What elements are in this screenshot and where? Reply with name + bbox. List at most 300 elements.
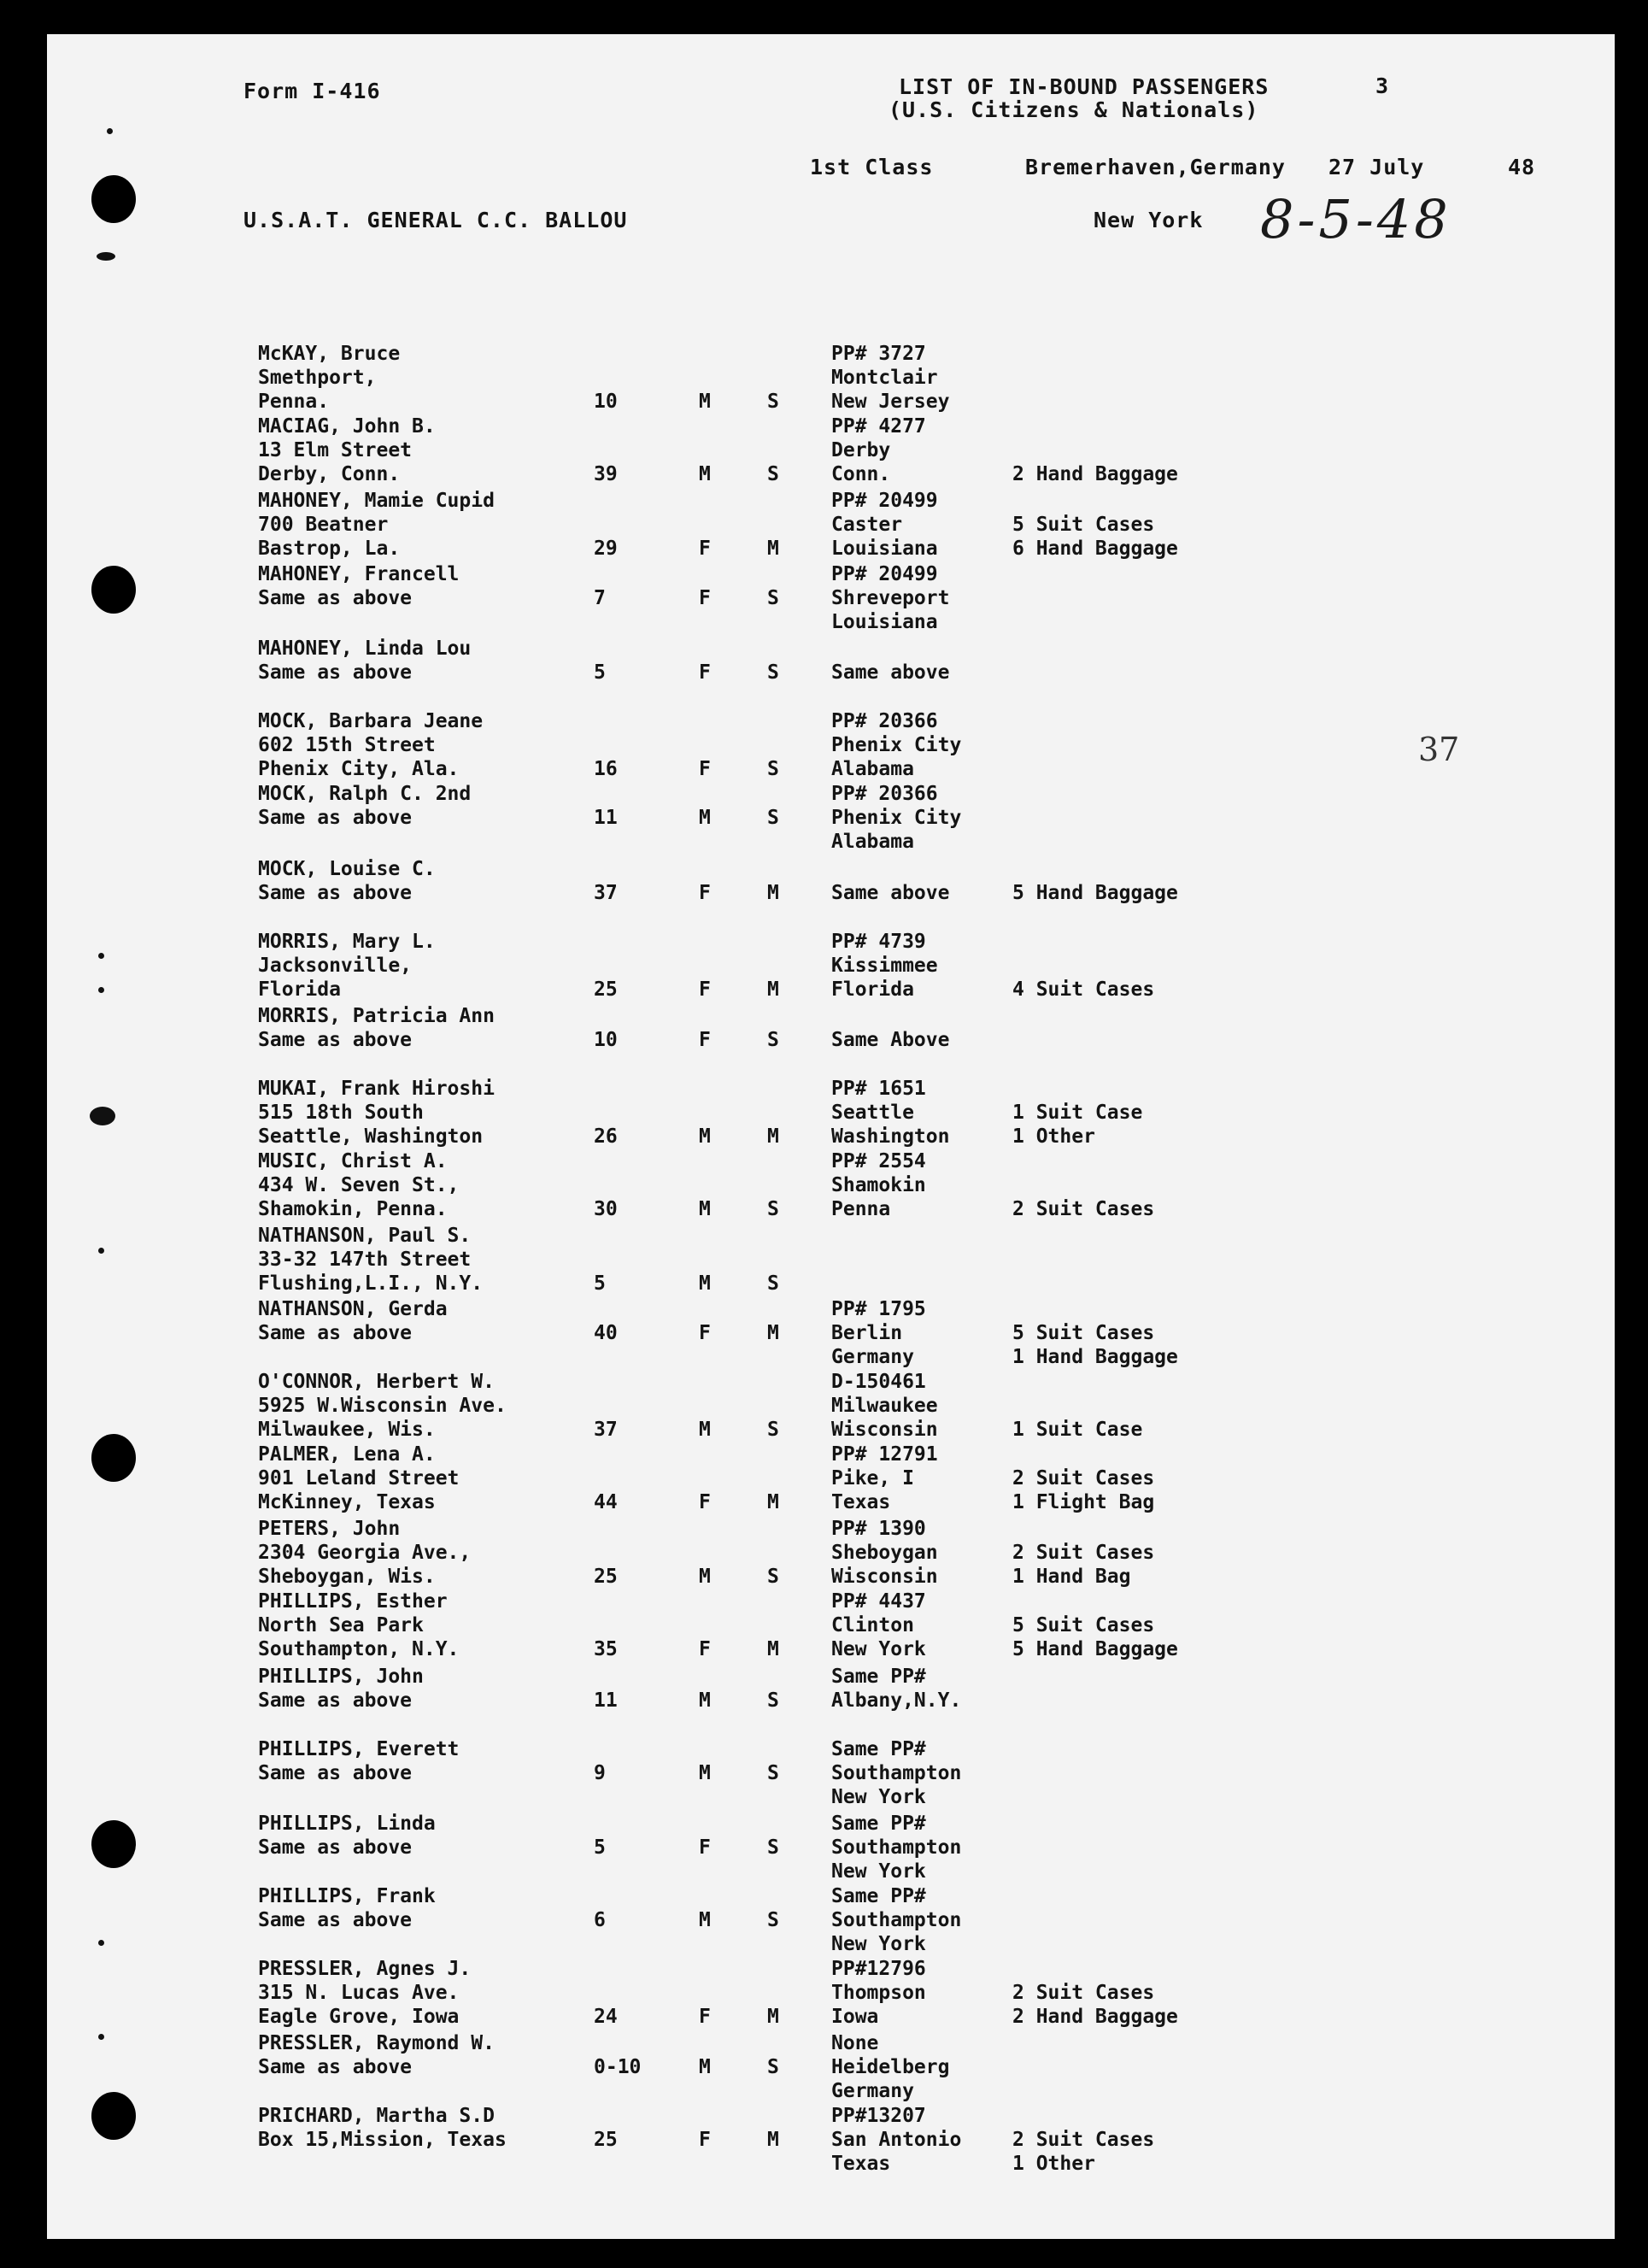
- passenger-marital-status: [767, 586, 779, 610]
- passenger-baggage-line: 1 Suit Case: [1012, 1419, 1143, 1441]
- punch-hole: [91, 2092, 136, 2140]
- passenger-marital-status: [767, 1272, 779, 1296]
- passenger-passport-line: Louisiana: [831, 611, 938, 633]
- passenger-passport-line: Albany,N.Y.: [831, 1689, 962, 1712]
- passenger-sex-line: F: [699, 587, 711, 609]
- passenger-name-address-line: 315 N. Lucas Ave.: [258, 1982, 460, 2004]
- punch-hole: [91, 175, 136, 223]
- passenger-age: [594, 1689, 618, 1713]
- passenger-name-address: [258, 1737, 459, 1785]
- passenger-name-address-line: Phenix City, Ala.: [258, 758, 460, 780]
- passenger-sex: [699, 757, 711, 781]
- passenger-baggage-line: 2 Hand Baggage: [1012, 463, 1178, 485]
- passenger-age: [594, 586, 606, 610]
- passenger-name-address-line: Jacksonville,: [258, 955, 413, 977]
- passenger-marital-status: [767, 2055, 779, 2079]
- passenger-name-address: [258, 1589, 459, 1661]
- passenger-marital-status-line: S: [767, 1909, 779, 1931]
- speck: [107, 128, 113, 134]
- passenger-age-line: 44: [594, 1491, 618, 1513]
- passenger-age-line: 5: [594, 1272, 606, 1295]
- passenger-passport-line: Texas: [831, 2153, 891, 2175]
- passenger-passport-line: San Antonio: [831, 2129, 962, 2151]
- passenger-sex: [699, 1908, 711, 1932]
- passenger-marital-status-line: S: [767, 661, 779, 684]
- passenger-passport-line: Clinton: [831, 1614, 914, 1636]
- passenger-baggage-line: 5 Hand Baggage: [1012, 882, 1178, 904]
- passenger-marital-status-line: M: [767, 1125, 779, 1148]
- passenger-passport: [831, 562, 949, 634]
- passenger-name-address-line: PHILLIPS, Frank: [258, 1885, 436, 1907]
- passenger-marital-status: [767, 806, 779, 830]
- passenger-marital-status-line: M: [767, 1322, 779, 1344]
- passenger-baggage-line: 5 Suit Cases: [1012, 514, 1155, 536]
- passenger-age: [594, 1125, 618, 1149]
- passenger-marital-status: [767, 2005, 779, 2029]
- passenger-passport: [831, 414, 926, 486]
- punch-hole: [91, 1820, 136, 1868]
- passenger-passport: [831, 930, 938, 1002]
- passenger-class: 1st Class: [810, 155, 934, 179]
- passenger-passport: [831, 881, 949, 905]
- passenger-age: [594, 978, 618, 1002]
- passenger-baggage-line: 1 Suit Case: [1012, 1102, 1143, 1124]
- passenger-age: [594, 1761, 606, 1785]
- passenger-name-address: [258, 637, 471, 685]
- passenger-baggage: [1012, 2128, 1154, 2176]
- passenger-age-line: 37: [594, 882, 618, 904]
- passenger-marital-status: [767, 1637, 779, 1661]
- passenger-passport: [831, 1884, 961, 1956]
- passenger-name-address-line: Derby, Conn.: [258, 463, 401, 485]
- passenger-age: [594, 806, 618, 830]
- passenger-name-address-line: 434 W. Seven St.,: [258, 1174, 460, 1196]
- passenger-age: [594, 537, 618, 561]
- passenger-sex-line: F: [699, 2129, 711, 2151]
- passenger-name-address: [258, 1884, 436, 1932]
- manifest-subtitle: (U.S. Citizens & Nationals): [889, 97, 1259, 122]
- passenger-passport-line: Seattle: [831, 1102, 914, 1124]
- passenger-sex: [699, 1836, 711, 1860]
- passenger-baggage: [1012, 513, 1178, 561]
- passenger-baggage-line: 2 Hand Baggage: [1012, 2006, 1178, 2028]
- passenger-sex-line: F: [699, 2006, 711, 2028]
- passenger-name-address-line: Same as above: [258, 882, 413, 904]
- punch-hole: [91, 566, 136, 614]
- passenger-marital-status: [767, 1908, 779, 1932]
- passenger-name-address-line: PETERS, John: [258, 1518, 401, 1540]
- passenger-sex-line: M: [699, 463, 711, 485]
- passenger-name-address-line: 33-32 147th Street: [258, 1249, 472, 1271]
- passenger-marital-status-line: S: [767, 1198, 779, 1220]
- passenger-name-address-line: Florida: [258, 978, 341, 1001]
- passenger-passport-line: New York: [831, 1860, 926, 1883]
- passenger-name-address-line: Same as above: [258, 1762, 413, 1784]
- passenger-passport-line: Southampton: [831, 1909, 962, 1931]
- passenger-sex: [699, 1418, 711, 1442]
- passenger-sex: [699, 806, 711, 830]
- passenger-passport-line: Caster: [831, 514, 903, 536]
- passenger-baggage-line: 1 Hand Bag: [1012, 1566, 1131, 1588]
- passenger-age: [594, 462, 618, 486]
- speck: [97, 252, 115, 261]
- passenger-name-address-line: McKinney, Texas: [258, 1491, 436, 1513]
- passenger-passport-line: PP# 20499: [831, 563, 938, 585]
- passenger-sex: [699, 1490, 711, 1514]
- passenger-marital-status-line: S: [767, 1836, 779, 1859]
- passenger-age-line: 9: [594, 1762, 606, 1784]
- passenger-age-line: 10: [594, 391, 618, 413]
- passenger-sex: [699, 661, 711, 685]
- passenger-name-address: [258, 1517, 471, 1589]
- passenger-name-address-line: Milwaukee, Wis.: [258, 1419, 436, 1441]
- passenger-name-address: [258, 1224, 483, 1296]
- passenger-marital-status-line: S: [767, 1566, 779, 1588]
- passenger-age: [594, 2128, 618, 2152]
- passenger-name-address-line: Same as above: [258, 807, 413, 829]
- passenger-passport-line: PP# 4277: [831, 415, 926, 438]
- passenger-passport-line: Germany: [831, 1346, 914, 1368]
- passenger-age-line: 16: [594, 758, 618, 780]
- passenger-name-address-line: PRESSLER, Raymond W.: [258, 2032, 495, 2054]
- passenger-passport: [831, 489, 938, 561]
- passenger-age-line: 24: [594, 2006, 618, 2028]
- passenger-marital-status-line: S: [767, 2056, 779, 2078]
- passenger-passport: [831, 709, 961, 781]
- passenger-name-address-line: PHILLIPS, John: [258, 1666, 424, 1688]
- passenger-name-address-line: PRESSLER, Agnes J.: [258, 1958, 472, 1980]
- passenger-sex: [699, 881, 711, 905]
- passenger-name-address-line: MOCK, Louise C.: [258, 858, 436, 880]
- passenger-name-address-line: PHILLIPS, Esther: [258, 1590, 448, 1613]
- passenger-name-address-line: MOCK, Ralph C. 2nd: [258, 783, 472, 805]
- passenger-baggage-line: 1 Other: [1012, 2153, 1095, 2175]
- passenger-age: [594, 881, 618, 905]
- passenger-name-address: [258, 2031, 495, 2079]
- passenger-passport-line: PP# 1795: [831, 1298, 926, 1320]
- passenger-marital-status-line: S: [767, 1272, 779, 1295]
- speck: [98, 1940, 104, 1946]
- passenger-baggage-line: 5 Suit Cases: [1012, 1322, 1155, 1344]
- passenger-sex: [699, 586, 711, 610]
- passenger-name-address-line: Same as above: [258, 587, 413, 609]
- passenger-passport-line: Florida: [831, 978, 914, 1001]
- passenger-passport: [831, 1297, 926, 1369]
- speck: [90, 1107, 115, 1125]
- passenger-passport-line: PP# 20366: [831, 783, 938, 805]
- passenger-age: [594, 1028, 618, 1052]
- manifest-title: LIST OF IN-BOUND PASSENGERS: [899, 74, 1270, 99]
- passenger-passport-line: Penna: [831, 1198, 891, 1220]
- passenger-age: [594, 1908, 606, 1932]
- passenger-name-address-line: 5925 W.Wisconsin Ave.: [258, 1395, 507, 1417]
- passenger-marital-status-line: M: [767, 1491, 779, 1513]
- passenger-marital-status: [767, 1125, 779, 1149]
- passenger-baggage: [1012, 1101, 1142, 1149]
- passenger-passport-line: Berlin: [831, 1322, 903, 1344]
- passenger-sex: [699, 1689, 711, 1713]
- passenger-name-address-line: MUKAI, Frank Hiroshi: [258, 1078, 495, 1100]
- passenger-marital-status: [767, 1565, 779, 1589]
- passenger-name-address-line: PHILLIPS, Everett: [258, 1738, 460, 1760]
- passenger-age: [594, 1490, 618, 1514]
- passenger-passport-line: New York: [831, 1638, 926, 1660]
- passenger-name-address-line: McKAY, Bruce: [258, 343, 401, 365]
- passenger-age-line: 10: [594, 1029, 618, 1051]
- passenger-age: [594, 2005, 618, 2029]
- passenger-marital-status: [767, 462, 779, 486]
- passenger-baggage: [1012, 1418, 1142, 1442]
- passenger-name-address: [258, 342, 400, 414]
- passenger-sex: [699, 2055, 711, 2079]
- passenger-passport-line: Same above: [831, 661, 950, 684]
- passenger-passport-line: Wisconsin: [831, 1419, 938, 1441]
- passenger-name-address: [258, 2104, 507, 2152]
- handwritten-date: 8-5-48: [1260, 188, 1452, 250]
- passenger-name-address: [258, 1957, 471, 2029]
- departure-port: Bremerhaven,Germany: [1025, 155, 1286, 179]
- passenger-name-address-line: Shamokin, Penna.: [258, 1198, 448, 1220]
- passenger-marital-status: [767, 1761, 779, 1785]
- passenger-passport-line: Iowa: [831, 2006, 879, 2028]
- passenger-passport-line: Phenix City: [831, 807, 962, 829]
- passenger-age-line: 35: [594, 1638, 618, 1660]
- passenger-sex: [699, 2005, 711, 2029]
- passenger-marital-status: [767, 1836, 779, 1860]
- passenger-passport-line: Pike, I: [831, 1467, 914, 1489]
- passenger-passport-line: Louisiana: [831, 538, 938, 560]
- form-number: Form I-416: [243, 79, 381, 103]
- passenger-name-address: [258, 489, 495, 561]
- passenger-age: [594, 1637, 618, 1661]
- passenger-marital-status: [767, 757, 779, 781]
- passenger-baggage-line: 2 Suit Cases: [1012, 1982, 1155, 2004]
- passenger-passport-line: Sheboygan: [831, 1542, 938, 1564]
- passenger-name-address-line: Same as above: [258, 1836, 413, 1859]
- passenger-sex: [699, 1761, 711, 1785]
- passenger-name-address: [258, 1149, 459, 1221]
- passenger-marital-status-line: M: [767, 882, 779, 904]
- passenger-marital-status: [767, 390, 779, 414]
- passenger-sex: [699, 2128, 711, 2152]
- passenger-marital-status: [767, 1490, 779, 1514]
- passenger-passport-line: Germany: [831, 2080, 914, 2102]
- passenger-age: [594, 1565, 618, 1589]
- passenger-age: [594, 1321, 618, 1345]
- passenger-passport-line: New Jersey: [831, 391, 950, 413]
- passenger-baggage: [1012, 1197, 1154, 1221]
- passenger-name-address-line: Same as above: [258, 1909, 413, 1931]
- passenger-age-line: 5: [594, 1836, 606, 1859]
- passenger-marital-status-line: M: [767, 2006, 779, 2028]
- passenger-passport: [831, 1442, 938, 1514]
- passenger-passport-line: D-150461: [831, 1371, 926, 1393]
- passenger-baggage-line: 2 Suit Cases: [1012, 1467, 1155, 1489]
- passenger-passport: [831, 1957, 926, 2029]
- passenger-age-line: 0-10: [594, 2056, 642, 2078]
- passenger-name-address: [258, 782, 471, 830]
- passenger-passport-line: Same Above: [831, 1029, 950, 1051]
- passenger-baggage: [1012, 881, 1178, 905]
- passenger-age-line: 25: [594, 978, 618, 1001]
- manifest-page: [47, 34, 1615, 2239]
- passenger-sex-line: M: [699, 2056, 711, 2078]
- passenger-name-address-line: Bastrop, La.: [258, 538, 401, 560]
- passenger-name-address-line: Smethport,: [258, 367, 377, 389]
- passenger-age: [594, 1197, 618, 1221]
- passenger-name-address-line: MORRIS, Mary L.: [258, 931, 436, 953]
- passenger-name-address-line: 515 18th South: [258, 1102, 424, 1124]
- passenger-marital-status-line: M: [767, 1638, 779, 1660]
- passenger-marital-status: [767, 1028, 779, 1052]
- passenger-name-address: [258, 1812, 436, 1860]
- passenger-passport-line: Milwaukee: [831, 1395, 938, 1417]
- passenger-name-address-line: 901 Leland Street: [258, 1467, 460, 1489]
- passenger-passport-line: Conn.: [831, 463, 891, 485]
- sailing-date: 27 July: [1328, 155, 1425, 179]
- passenger-passport-line: None: [831, 2032, 879, 2054]
- passenger-age-line: 6: [594, 1909, 606, 1931]
- passenger-passport: [831, 1149, 926, 1221]
- passenger-passport-line: Heidelberg: [831, 2056, 950, 2078]
- passenger-marital-status: [767, 1197, 779, 1221]
- passenger-name-address: [258, 930, 436, 1002]
- passenger-passport: [831, 661, 949, 685]
- passenger-passport-line: Washington: [831, 1125, 950, 1148]
- passenger-age-line: 7: [594, 587, 606, 609]
- passenger-passport-line: Texas: [831, 1491, 891, 1513]
- passenger-sex: [699, 1197, 711, 1221]
- passenger-marital-status: [767, 2128, 779, 2152]
- passenger-marital-status-line: S: [767, 1689, 779, 1712]
- passenger-age-line: 37: [594, 1419, 618, 1441]
- margin-number: 37: [1418, 731, 1460, 768]
- passenger-sex-line: M: [699, 391, 711, 413]
- passenger-name-address-line: 13 Elm Street: [258, 439, 413, 461]
- passenger-name-address: [258, 857, 436, 905]
- passenger-name-address-line: MUSIC, Christ A.: [258, 1150, 448, 1172]
- passenger-name-address-line: Same as above: [258, 1689, 413, 1712]
- passenger-sex-line: F: [699, 1638, 711, 1660]
- passenger-passport-line: Wisconsin: [831, 1566, 938, 1588]
- passenger-name-address-line: 602 15th Street: [258, 734, 436, 756]
- passenger-sex: [699, 1125, 711, 1149]
- passenger-name-address: [258, 709, 483, 781]
- passenger-age-line: 11: [594, 807, 618, 829]
- passenger-passport-line: Kissimmee: [831, 955, 938, 977]
- passenger-passport-line: New York: [831, 1786, 926, 1808]
- sailing-year: 48: [1508, 155, 1536, 179]
- passenger-passport-line: Shamokin: [831, 1174, 926, 1196]
- passenger-name-address-line: Same as above: [258, 2056, 413, 2078]
- passenger-sex: [699, 978, 711, 1002]
- passenger-passport-line: PP#12796: [831, 1958, 926, 1980]
- passenger-sex: [699, 462, 711, 486]
- passenger-passport-line: Southampton: [831, 1836, 962, 1859]
- passenger-passport: [831, 2031, 949, 2103]
- passenger-sex: [699, 390, 711, 414]
- passenger-passport: [831, 1028, 949, 1052]
- passenger-sex-line: M: [699, 1419, 711, 1441]
- passenger-sex-line: M: [699, 1198, 711, 1220]
- passenger-age-line: 25: [594, 2129, 618, 2151]
- passenger-name-address-line: Same as above: [258, 661, 413, 684]
- passenger-baggage-line: 6 Hand Baggage: [1012, 538, 1178, 560]
- passenger-sex-line: F: [699, 538, 711, 560]
- passenger-baggage: [1012, 1981, 1178, 2029]
- passenger-passport-line: PP# 4437: [831, 1590, 926, 1613]
- passenger-passport-line: PP# 1651: [831, 1078, 926, 1100]
- passenger-sex-line: F: [699, 978, 711, 1001]
- passenger-age-line: 26: [594, 1125, 618, 1148]
- passenger-sex-line: M: [699, 1566, 711, 1588]
- passenger-baggage-line: 2 Suit Cases: [1012, 1542, 1155, 1564]
- speck: [98, 953, 104, 959]
- passenger-baggage-line: 1 Flight Bag: [1012, 1491, 1155, 1513]
- passenger-age: [594, 661, 606, 685]
- passenger-name-address-line: PALMER, Lena A.: [258, 1443, 436, 1466]
- passenger-marital-status-line: S: [767, 1419, 779, 1441]
- passenger-name-address-line: Sheboygan, Wis.: [258, 1566, 436, 1588]
- passenger-name-address-line: Seattle, Washington: [258, 1125, 484, 1148]
- passenger-passport-line: Thompson: [831, 1982, 926, 2004]
- passenger-marital-status: [767, 881, 779, 905]
- passenger-sex: [699, 1565, 711, 1589]
- page-number: 3: [1375, 73, 1390, 98]
- passenger-baggage: [1012, 462, 1178, 486]
- passenger-marital-status-line: M: [767, 2129, 779, 2151]
- passenger-name-address-line: Box 15,Mission, Texas: [258, 2129, 507, 2151]
- passenger-passport-line: PP# 4739: [831, 931, 926, 953]
- passenger-marital-status-line: S: [767, 1762, 779, 1784]
- passenger-passport-line: Same PP#: [831, 1738, 926, 1760]
- passenger-marital-status: [767, 537, 779, 561]
- passenger-baggage-line: 1 Hand Baggage: [1012, 1346, 1178, 1368]
- passenger-sex: [699, 1028, 711, 1052]
- passenger-passport-line: Same PP#: [831, 1885, 926, 1907]
- passenger-marital-status: [767, 661, 779, 685]
- passenger-name-address-line: MAHONEY, Mamie Cupid: [258, 490, 495, 512]
- passenger-baggage: [1012, 978, 1154, 1002]
- passenger-baggage: [1012, 1613, 1178, 1661]
- passenger-name-address-line: 700 Beatner: [258, 514, 389, 536]
- passenger-baggage-line: 5 Suit Cases: [1012, 1614, 1155, 1636]
- passenger-name-address-line: PHILLIPS, Linda: [258, 1813, 436, 1835]
- passenger-age-line: 11: [594, 1689, 618, 1712]
- passenger-passport-line: Same above: [831, 882, 950, 904]
- passenger-passport: [831, 1370, 938, 1442]
- passenger-passport-line: Southampton: [831, 1762, 962, 1784]
- passenger-age: [594, 1836, 606, 1860]
- passenger-sex-line: M: [699, 1272, 711, 1295]
- passenger-name-address-line: MORRIS, Patricia Ann: [258, 1005, 495, 1027]
- passenger-passport: [831, 1737, 961, 1809]
- passenger-passport-line: Shreveport: [831, 587, 950, 609]
- passenger-name-address: [258, 1077, 495, 1149]
- passenger-marital-status-line: S: [767, 807, 779, 829]
- passenger-name-address-line: O'CONNOR, Herbert W.: [258, 1371, 495, 1393]
- passenger-name-address-line: Flushing,L.I., N.Y.: [258, 1272, 484, 1295]
- passenger-name-address-line: MAHONEY, Linda Lou: [258, 638, 472, 660]
- passenger-marital-status: [767, 1418, 779, 1442]
- passenger-passport: [831, 782, 961, 854]
- passenger-name-address-line: North Sea Park: [258, 1614, 424, 1636]
- passenger-sex: [699, 537, 711, 561]
- passenger-name-address: [258, 1442, 459, 1514]
- passenger-name-address: [258, 1004, 495, 1052]
- passenger-passport-line: PP# 20366: [831, 710, 938, 732]
- passenger-name-address-line: Same as above: [258, 1322, 413, 1344]
